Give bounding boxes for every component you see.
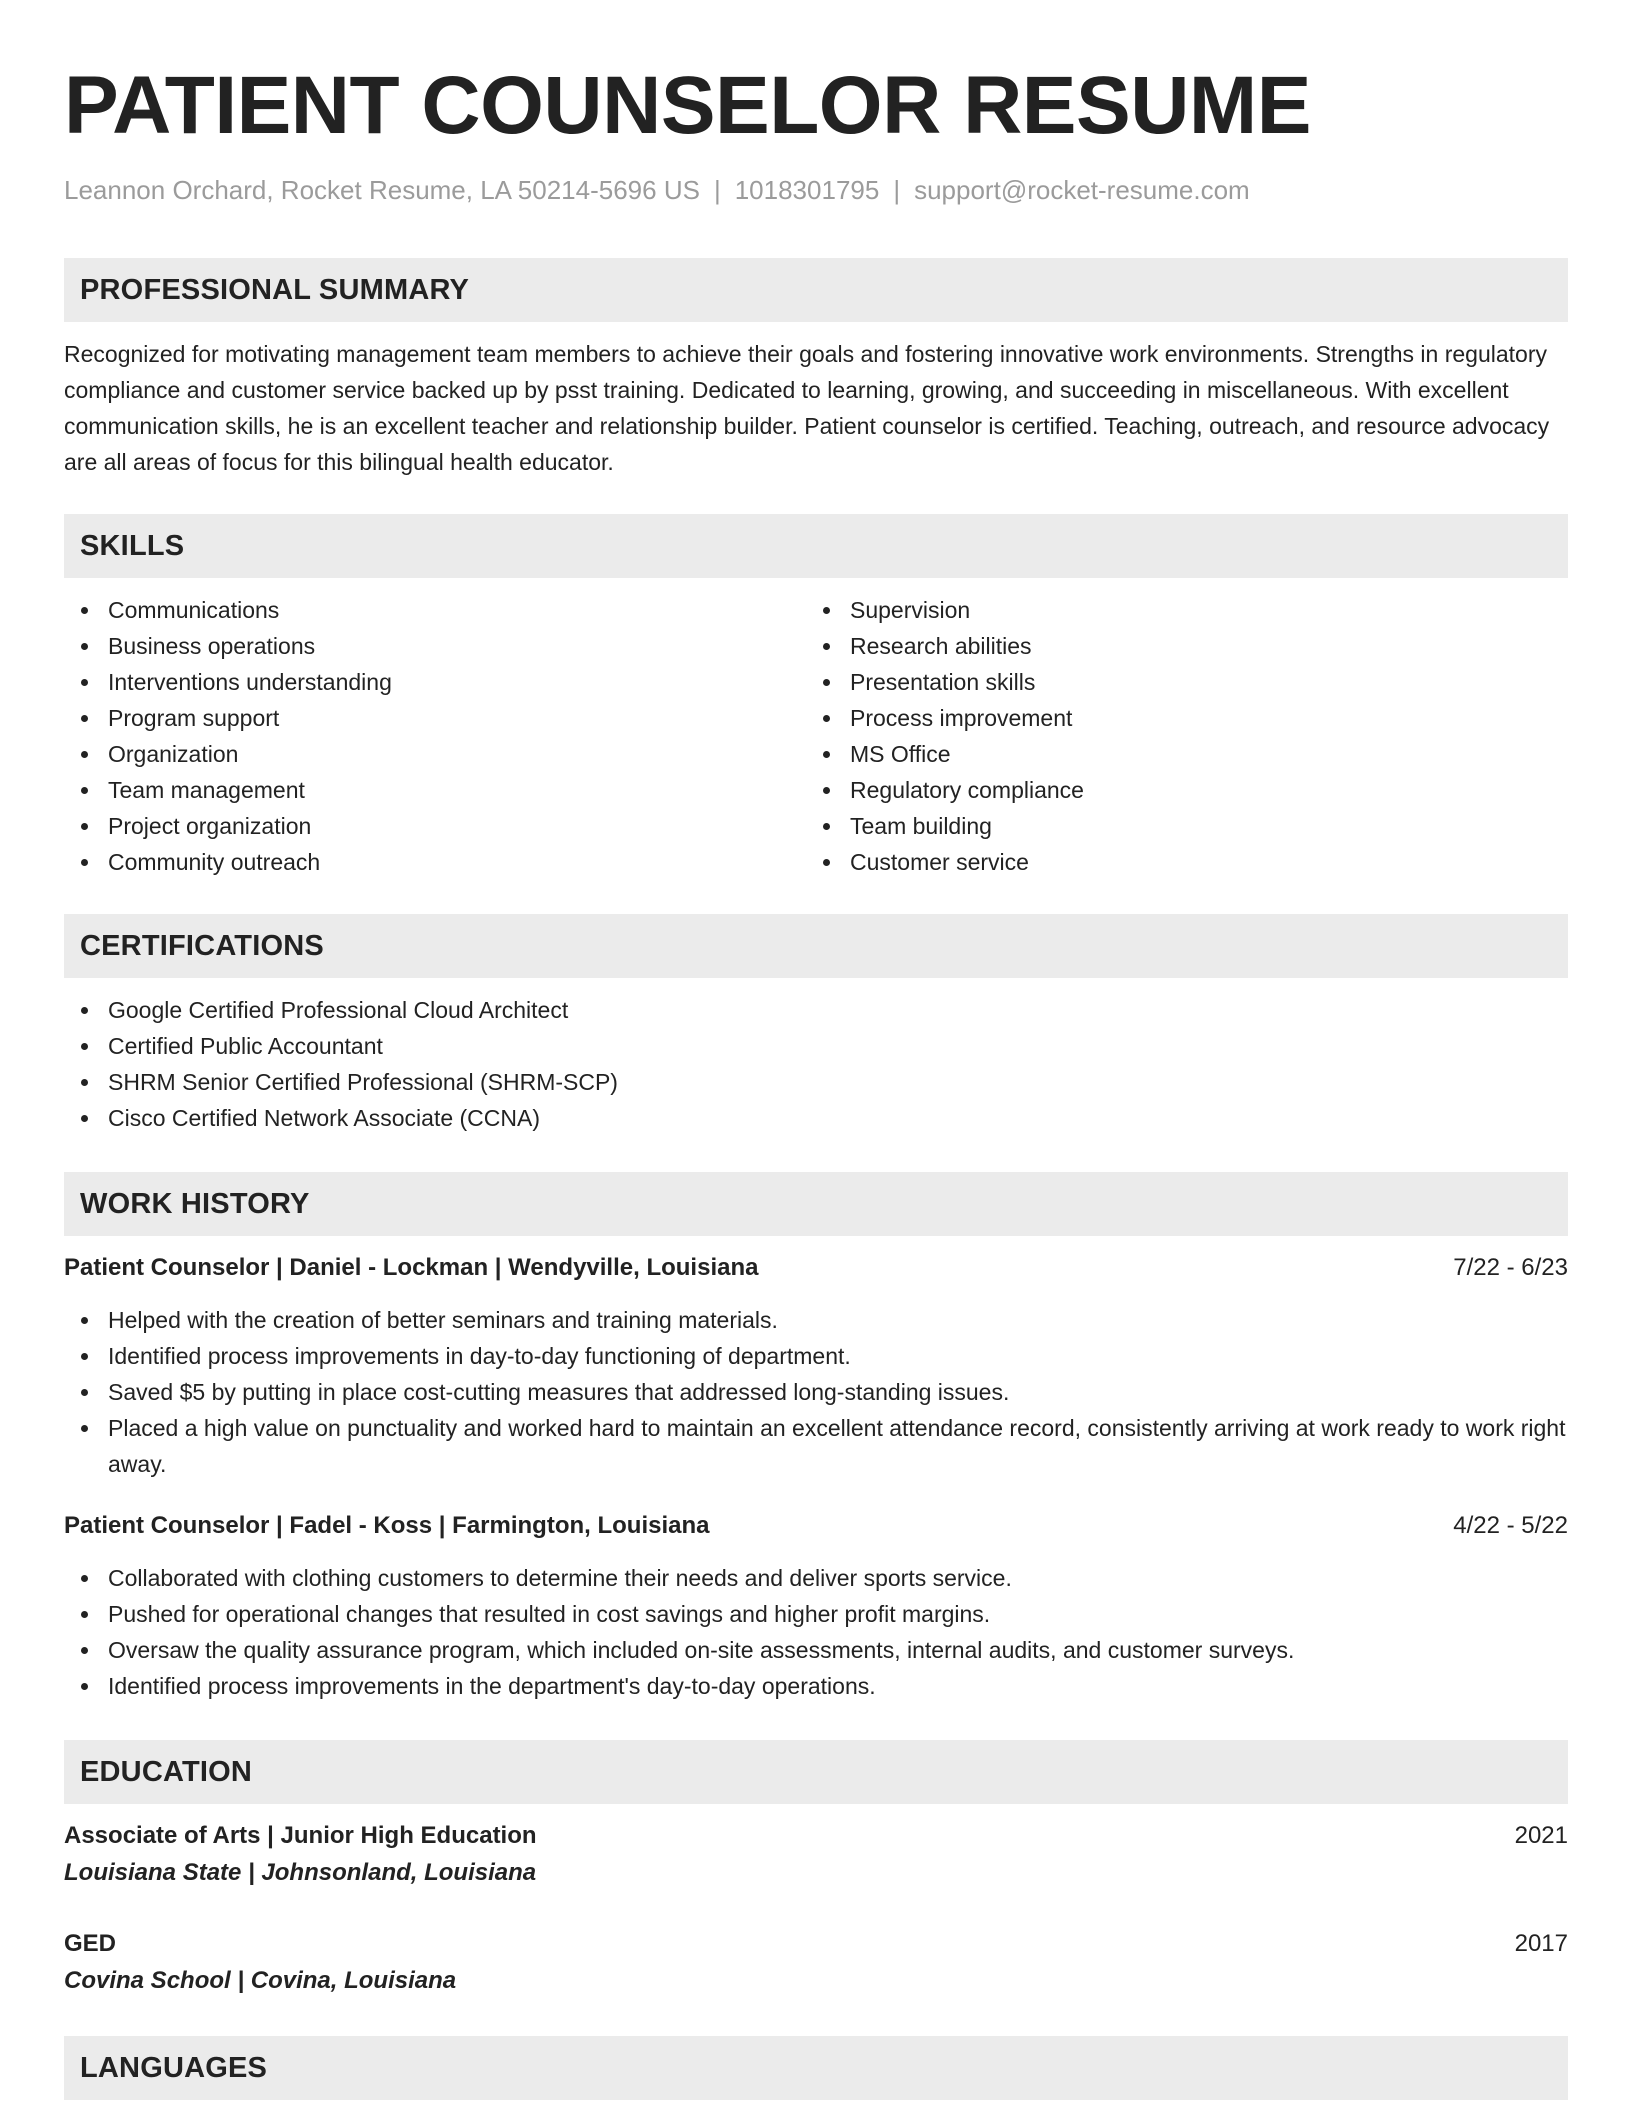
section-title: CERTIFICATIONS [80,929,324,962]
section-header-work-history [64,1172,1568,1236]
job-title: Patient Counselor | Daniel - Lockman | Wendyville, Louisiana [64,1254,759,1281]
section-title: EDUCATION [80,1755,253,1788]
section-header-education [64,1740,1568,1804]
contact-separator: | [713,175,721,205]
section-title: WORK HISTORY [80,1187,310,1220]
job-bullets [64,1302,1568,1482]
job-bullet: Collaborated with clothing customers to determine their needs and deliver sports service. [64,1560,1568,1596]
education-entry [64,1926,1568,2000]
education-school: Covina School | Covina, Louisiana [64,1967,457,1994]
job-bullet: Saved $5 by putting in place cost-cutting measures that addressed long-standing issues. [64,1374,1568,1410]
job-bullet: Identified process improvements in the department's day-to-day operations. [64,1668,1568,1704]
skill-item: Organization [64,736,806,772]
section-header-certifications [64,914,1568,978]
skill-item: Team management [64,772,806,808]
certification-item: Google Certified Professional Cloud Architect [64,992,1568,1028]
job-bullet: Helped with the creation of better seminars and training materials. [64,1302,1568,1338]
section-title: SKILLS [80,529,185,562]
job-entry [64,1508,1568,1704]
certification-item: Certified Public Accountant [64,1028,1568,1064]
job-title: Patient Counselor | Fadel - Koss | Farmington, Louisiana [64,1512,710,1539]
section-title: PROFESSIONAL SUMMARY [80,273,470,306]
skill-item: Interventions understanding [64,664,806,700]
skills-list-right [806,592,1548,880]
job-header [64,1508,1568,1544]
job-bullets [64,1560,1568,1704]
contact-separator: | [893,175,901,205]
skill-item: Supervision [806,592,1548,628]
job-bullet: Placed a high value on punctuality and worked hard to maintain an excellent attendance record, consistently arriving at work ready to work right away. [64,1410,1568,1482]
resume-title: PATIENT COUNSELOR RESUME [64,60,1311,151]
job-header [64,1250,1568,1286]
education-year: 2021 [1514,1822,1568,1849]
contact-email: support@rocket-resume.com [914,175,1250,205]
section-header-skills [64,514,1568,578]
skill-item: Program support [64,700,806,736]
section-header-summary [64,258,1568,322]
education-degree: GED [64,1930,117,1957]
skill-item: Research abilities [806,628,1548,664]
skill-item: Community outreach [64,844,806,880]
section-header-languages [64,2036,1568,2100]
certification-item: SHRM Senior Certified Professional (SHRM-SCP) [64,1064,1568,1100]
contact-line [64,174,1568,206]
education-year: 2017 [1514,1930,1568,1957]
education-entry [64,1818,1568,1892]
skill-item: Process improvement [806,700,1548,736]
job-bullet: Pushed for operational changes that resulted in cost savings and higher profit margins. [64,1596,1568,1632]
job-bullet: Identified process improvements in day-to-day functioning of department. [64,1338,1568,1374]
education-header [64,1926,1568,1962]
skill-item: Customer service [806,844,1548,880]
section-title: LANGUAGES [80,2051,268,2084]
skill-item: Regulatory compliance [806,772,1548,808]
contact-address: Leannon Orchard, Rocket Resume, LA 50214-5696 US [64,175,700,205]
skills-list-left [64,592,806,880]
skills-columns [64,592,1568,880]
contact-phone: 1018301795 [734,175,880,205]
job-bullet: Oversaw the quality assurance program, which included on-site assessments, internal audits, and customer surveys. [64,1632,1568,1668]
skill-item: MS Office [806,736,1548,772]
job-dates: 7/22 - 6/23 [1453,1254,1568,1281]
skill-item: Business operations [64,628,806,664]
education-degree: Associate of Arts | Junior High Education [64,1822,537,1849]
job-entry [64,1250,1568,1482]
skill-item: Team building [806,808,1548,844]
certifications-list [64,992,1568,1136]
skill-item: Presentation skills [806,664,1548,700]
education-school: Louisiana State | Johnsonland, Louisiana [64,1859,537,1886]
summary-text: Recognized for motivating management team members to achieve their goals and fostering innovative work environments. Strengths in regulatory compliance and customer service backed up by psst training. Dedicated to learning, growing, and succeeding in miscellaneous. With excellent communication skills, he is an excellent teacher and relationship builder. Patient counselor is certified. Teaching, outreach, and resource advocacy are all areas of focus for this bilingual health educator. [64,341,1550,475]
skill-item: Communications [64,592,806,628]
education-header [64,1818,1568,1854]
job-dates: 4/22 - 5/22 [1453,1512,1568,1539]
certification-item: Cisco Certified Network Associate (CCNA) [64,1100,1568,1136]
skill-item: Project organization [64,808,806,844]
